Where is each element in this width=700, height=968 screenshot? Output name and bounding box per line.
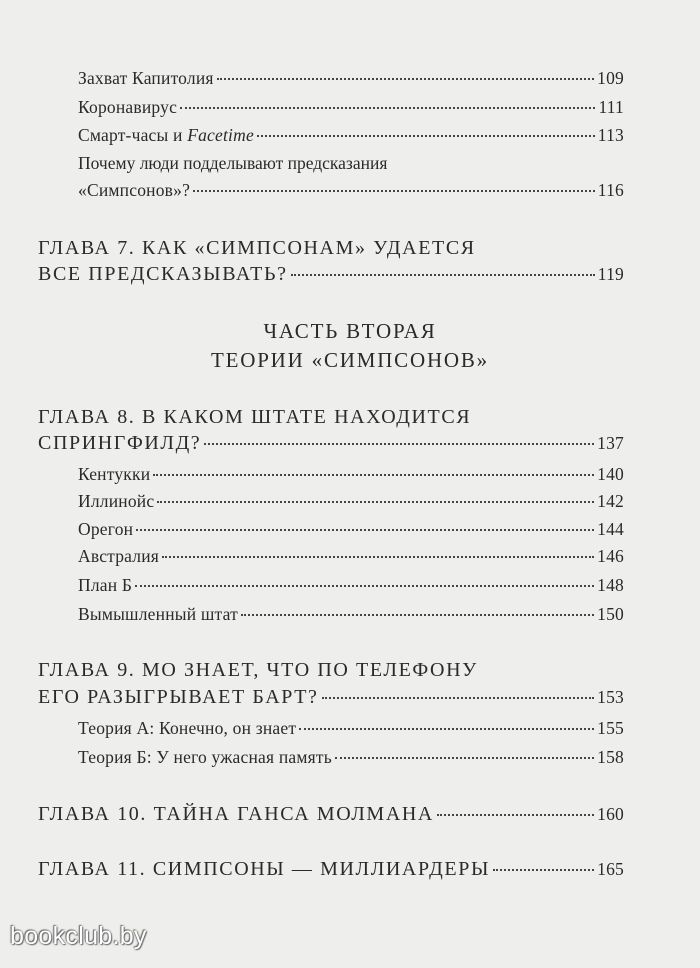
toc-entry-page: 142 <box>597 491 624 511</box>
chapter-9-entry <box>38 686 624 709</box>
toc-entry <box>78 546 624 567</box>
toc-entry-title: Иллинойс <box>78 491 155 511</box>
toc-entry-title-italic: Facetime <box>187 125 254 145</box>
chapter-8-entry <box>38 432 624 455</box>
leader-dots <box>437 814 594 816</box>
toc-entry-title: Орегон <box>78 519 134 539</box>
leader-dots <box>299 728 594 730</box>
chapter-title: ГЛАВА 10. ТАЙНА ГАНСА МОЛМАНА <box>38 803 434 825</box>
toc-entry-title: Захват Капитолия <box>78 68 214 88</box>
toc-entry-page: 148 <box>597 575 624 595</box>
toc-entry-title: Теория А: Конечно, он знает <box>78 718 297 738</box>
leader-dots <box>322 697 595 699</box>
toc-entry-title: План Б <box>78 575 133 595</box>
toc-entry <box>78 97 624 118</box>
leader-dots <box>157 501 594 503</box>
chapter-11-entry <box>38 858 624 881</box>
leader-dots <box>217 78 594 80</box>
leader-dots <box>162 556 594 558</box>
toc-entry-page: 146 <box>597 546 624 566</box>
toc-entry-title: Вымышленный штат <box>78 604 238 624</box>
leader-dots <box>180 107 595 109</box>
chapter-9-title-line1: ГЛАВА 9. МО ЗНАЕТ, ЧТО ПО ТЕЛЕФОНУ <box>38 659 478 681</box>
leader-dots <box>193 190 595 192</box>
toc-entry-page: 144 <box>597 519 624 539</box>
toc-entry-page: 111 <box>598 97 624 117</box>
chapter-page: 119 <box>597 264 624 284</box>
toc-entry <box>78 747 624 768</box>
leader-dots <box>204 443 594 445</box>
leader-dots <box>493 869 594 871</box>
chapter-page: 137 <box>597 433 624 453</box>
chapter-10-entry <box>38 803 624 826</box>
toc-entry-title <box>78 125 254 146</box>
toc-entry <box>78 180 624 201</box>
toc-entry-title: Теория Б: У него ужасная память <box>78 747 332 767</box>
toc-entry <box>78 604 624 625</box>
toc-entry-title-plain: Смарт-часы и <box>78 125 188 145</box>
toc-entry-title: «Симпсонов»? <box>78 180 191 200</box>
site-watermark: bookclub.by <box>10 922 147 950</box>
part-heading: ЧАСТЬ ВТОРАЯ <box>263 319 437 343</box>
part-subheading: ТЕОРИИ «СИМПСОНОВ» <box>210 348 489 372</box>
toc-entry <box>78 125 624 146</box>
toc-entry-page: 109 <box>597 68 624 88</box>
chapter-title: ВСЕ ПРЕДСКАЗЫВАТЬ? <box>38 263 288 285</box>
toc-entry <box>78 68 624 89</box>
leader-dots <box>257 135 595 137</box>
chapter-title: ЕГО РАЗЫГРЫВАЕТ БАРТ? <box>38 686 319 708</box>
chapter-page: 153 <box>597 687 624 707</box>
toc-entry <box>78 464 624 485</box>
toc-entry-title: Коронавирус <box>78 97 178 117</box>
toc-entry-title: Кентукки <box>78 464 151 484</box>
leader-dots <box>153 474 594 476</box>
toc-entry-page: 140 <box>597 464 624 484</box>
toc-entry-page: 150 <box>597 604 624 624</box>
leader-dots <box>291 274 595 276</box>
toc-entry-page: 116 <box>597 180 624 200</box>
chapter-page: 165 <box>597 859 624 879</box>
toc-entry <box>78 491 624 512</box>
toc-entry-page: 113 <box>597 125 624 145</box>
toc-entry-page: 155 <box>597 718 624 738</box>
toc-entry-page: 158 <box>597 747 624 767</box>
toc-entry <box>78 519 624 540</box>
toc-entry-title: Австралия <box>78 546 160 566</box>
leader-dots <box>136 529 594 531</box>
leader-dots <box>135 585 594 587</box>
chapter-title: ГЛАВА 11. СИМПСОНЫ — МИЛЛИАРДЕРЫ <box>38 858 491 880</box>
chapter-page: 160 <box>597 804 624 824</box>
toc-entry <box>78 575 624 596</box>
chapter-7-entry <box>38 263 624 286</box>
leader-dots <box>335 757 594 759</box>
toc-entry-title-line1: Почему люди подделывают предсказания <box>78 153 388 173</box>
chapter-8-title-line1: ГЛАВА 8. В КАКОМ ШТАТЕ НАХОДИТСЯ <box>38 406 472 428</box>
chapter-7-title-line1: ГЛАВА 7. КАК «СИМПСОНАМ» УДАЕТСЯ <box>38 237 476 259</box>
leader-dots <box>241 614 594 616</box>
chapter-title: СПРИНГФИЛД? <box>38 432 202 454</box>
toc-entry <box>78 718 624 739</box>
